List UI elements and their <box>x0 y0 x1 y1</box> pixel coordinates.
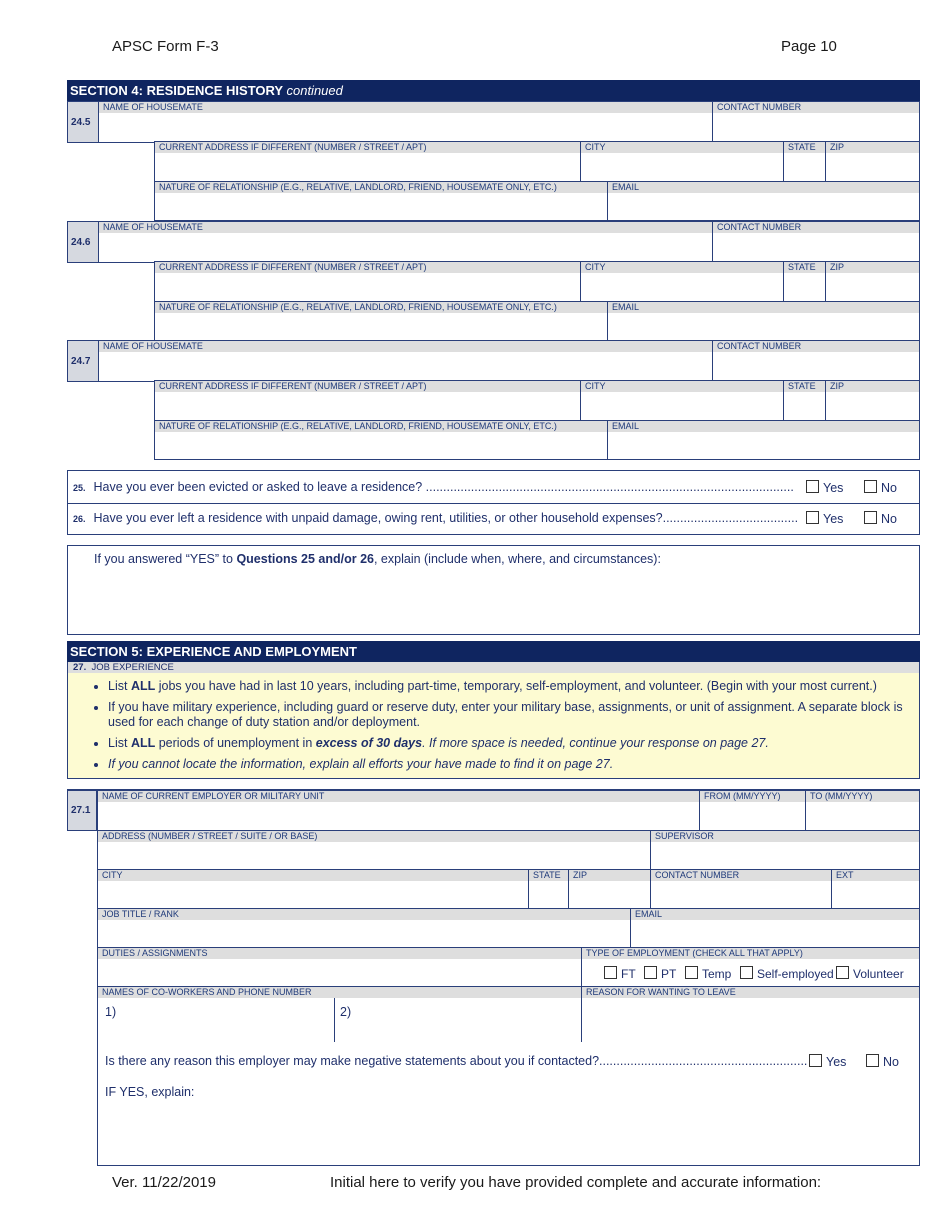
supervisor-label: SUPERVISOR <box>651 831 919 842</box>
job-title-field[interactable] <box>97 908 631 948</box>
housemate-address-field[interactable] <box>154 380 581 421</box>
q26-yes-checkbox[interactable] <box>806 511 819 524</box>
job-title-label: JOB TITLE / RANK <box>98 909 630 920</box>
housemate-name-field[interactable] <box>98 221 713 263</box>
instruction-1: • List ALL jobs you have had in last 10 years, including part-time, temporary, self-employment, and volunteer. (Begin with your most current.) <box>108 679 909 694</box>
housemate-contact-field-label: CONTACT NUMBER <box>713 102 919 113</box>
housemate-state-field[interactable] <box>783 261 826 302</box>
housemate-relationship-field[interactable] <box>154 420 608 460</box>
type-temp-checkbox[interactable] <box>685 966 698 979</box>
explain-suffix: , explain (include when, where, and circumstances): <box>373 552 661 566</box>
coworkers-label: NAMES OF CO-WORKERS AND PHONE NUMBER <box>98 987 581 998</box>
q25-no-label: No <box>881 481 897 495</box>
housemate-email-field-label: EMAIL <box>608 182 919 193</box>
page-number: Page 10 <box>781 38 837 55</box>
employer-city-field[interactable] <box>97 869 529 909</box>
employer-city-label: CITY <box>98 870 528 881</box>
q25-yes-label: Yes <box>823 481 844 495</box>
housemate-email-field[interactable] <box>607 301 920 341</box>
housemate-name-field-label: NAME OF HOUSEMATE <box>99 341 712 352</box>
housemate-city-field-label: CITY <box>581 381 783 392</box>
housemate-name-field[interactable] <box>98 101 713 143</box>
job-instructions <box>67 673 920 779</box>
employer-email-label: EMAIL <box>631 909 919 920</box>
type-volunteer[interactable]: Volunteer <box>836 966 904 981</box>
housemate-number: 24.7 <box>67 340 99 382</box>
housemate-address-field[interactable] <box>154 141 581 182</box>
if-yes-explain: IF YES, explain: <box>105 1085 195 1099</box>
employer-number: 27.1 <box>67 790 97 831</box>
instruction-2: • If you have military experience, including guard or reserve duty, enter your military base, assignments, or unit of assignment. A separate block is used for each change of duty station and/or deployment. <box>108 700 909 730</box>
employment-type-label: TYPE OF EMPLOYMENT (CHECK ALL THAT APPLY) <box>582 948 919 959</box>
section5-title: SECTION 5: EXPERIENCE AND EMPLOYMENT <box>70 644 357 659</box>
type-ft-checkbox[interactable] <box>604 966 617 979</box>
housemate-contact-field[interactable] <box>712 101 920 143</box>
q26-yes-label: Yes <box>823 512 844 526</box>
employer-name-field[interactable] <box>97 790 700 831</box>
q25-yes[interactable] <box>806 480 843 495</box>
duties-label: DUTIES / ASSIGNMENTS <box>98 948 581 959</box>
housemate-email-field[interactable] <box>607 420 920 460</box>
housemate-zip-field[interactable] <box>825 261 920 302</box>
housemate-number: 24.5 <box>67 101 99 143</box>
housemate-city-field[interactable] <box>580 380 784 421</box>
type-pt[interactable]: PT <box>644 966 676 981</box>
housemate-address-field-label: CURRENT ADDRESS IF DIFFERENT (NUMBER / STREET / APT) <box>155 381 580 392</box>
housemate-relationship-field[interactable] <box>154 181 608 221</box>
job-exp-number: 27. <box>73 662 87 673</box>
housemate-zip-field[interactable] <box>825 380 920 421</box>
employer-zip-label: ZIP <box>569 870 650 881</box>
coworkers-divider <box>334 998 335 1043</box>
employer-contact-field[interactable] <box>650 869 832 909</box>
q26-number: 26. <box>73 514 86 524</box>
employer-contact-label: CONTACT NUMBER <box>651 870 831 881</box>
type-pt-checkbox[interactable] <box>644 966 657 979</box>
supervisor-field[interactable] <box>650 830 920 870</box>
instruction-3: • List ALL periods of unemployment in excess of 30 days. If more space is needed, continue your response on page 27. <box>108 736 909 751</box>
from-date-field[interactable] <box>699 790 806 831</box>
housemate-state-field-label: STATE <box>784 381 825 392</box>
employer-ext-label: EXT <box>832 870 919 881</box>
housemate-state-field[interactable] <box>783 141 826 182</box>
type-self-employed[interactable]: Self-employed <box>740 966 834 981</box>
q25-no[interactable] <box>864 480 897 495</box>
negative-no[interactable]: No <box>866 1054 899 1069</box>
to-date-label: TO (MM/YYYY) <box>806 791 919 802</box>
question-25 <box>73 480 794 494</box>
version: Ver. 11/22/2019 <box>112 1174 216 1191</box>
housemate-name-field-label: NAME OF HOUSEMATE <box>99 222 712 233</box>
q25-no-checkbox[interactable] <box>864 480 877 493</box>
explain-prompt <box>94 552 661 566</box>
housemate-email-field-label: EMAIL <box>608 302 919 313</box>
housemate-city-field[interactable] <box>580 261 784 302</box>
housemate-email-field[interactable] <box>607 181 920 221</box>
coworker-2[interactable]: 2) <box>340 1005 352 1019</box>
housemate-state-field-label: STATE <box>784 142 825 153</box>
housemate-zip-field-label: ZIP <box>826 142 919 153</box>
job-experience-label-bar <box>67 662 920 673</box>
question-26 <box>73 511 798 525</box>
reason-leave-field[interactable] <box>581 986 920 1043</box>
q25-text: Have you ever been evicted or asked to leave a residence? .......................................................................................................... <box>93 480 794 494</box>
employer-state-field[interactable] <box>528 869 569 909</box>
housemate-relationship-field-label: NATURE OF RELATIONSHIP (E.G., RELATIVE, LANDLORD, FRIEND, HOUSEMATE ONLY, ETC.) <box>155 302 607 313</box>
employer-state-label: STATE <box>529 870 568 881</box>
q26-no-checkbox[interactable] <box>864 511 877 524</box>
housemate-number: 24.6 <box>67 221 99 263</box>
type-self-checkbox[interactable] <box>740 966 753 979</box>
housemate-contact-field-label: CONTACT NUMBER <box>713 341 919 352</box>
housemate-zip-field[interactable] <box>825 141 920 182</box>
housemate-zip-field-label: ZIP <box>826 262 919 273</box>
instruction-4: • If you cannot locate the information, explain all efforts your have made to find it on page 27. <box>108 757 909 772</box>
section4-title-suffix: continued <box>286 83 343 98</box>
q25-yes-checkbox[interactable] <box>806 480 819 493</box>
housemate-state-field-label: STATE <box>784 262 825 273</box>
negative-no-checkbox[interactable] <box>866 1054 879 1067</box>
q26-yes[interactable] <box>806 511 843 526</box>
explain-prefix: If you answered “YES” to <box>94 552 237 566</box>
housemate-zip-field-label: ZIP <box>826 381 919 392</box>
housemate-address-field-label: CURRENT ADDRESS IF DIFFERENT (NUMBER / STREET / APT) <box>155 262 580 273</box>
housemate-city-field[interactable] <box>580 141 784 182</box>
reason-leave-label: REASON FOR WANTING TO LEAVE <box>582 987 919 998</box>
q25-number: 25. <box>73 483 86 493</box>
initial-prompt: Initial here to verify you have provided complete and accurate information: <box>330 1174 822 1191</box>
employer-name-label: NAME OF CURRENT EMPLOYER OR MILITARY UNIT <box>98 791 699 802</box>
coworker-1[interactable]: 1) <box>105 1005 117 1019</box>
housemate-city-field-label: CITY <box>581 262 783 273</box>
housemate-name-field[interactable] <box>98 340 713 382</box>
q26-text: Have you ever left a residence with unpaid damage, owing rent, utilities, or other household expenses?....................................... <box>93 511 799 525</box>
negative-statements-question: Is there any reason this employer may make negative statements about you if contacted?............................................................ <box>105 1054 808 1068</box>
section5-header <box>67 641 920 662</box>
section4-title: SECTION 4: RESIDENCE HISTORY <box>70 83 283 98</box>
housemate-address-field-label: CURRENT ADDRESS IF DIFFERENT (NUMBER / STREET / APT) <box>155 142 580 153</box>
from-date-label: FROM (MM/YYYY) <box>700 791 805 802</box>
q-divider <box>67 503 920 504</box>
type-volunteer-checkbox[interactable] <box>836 966 849 979</box>
employer-email-field[interactable] <box>630 908 920 948</box>
type-ft[interactable]: FT <box>604 966 636 981</box>
job-exp-label: JOB EXPERIENCE <box>91 662 174 673</box>
housemate-relationship-field-label: NATURE OF RELATIONSHIP (E.G., RELATIVE, LANDLORD, FRIEND, HOUSEMATE ONLY, ETC.) <box>155 421 607 432</box>
type-temp[interactable]: Temp <box>685 966 731 981</box>
q26-no-label: No <box>881 512 897 526</box>
duties-field[interactable] <box>97 947 582 987</box>
housemate-relationship-field[interactable] <box>154 301 608 341</box>
housemate-city-field-label: CITY <box>581 142 783 153</box>
employer-zip-field[interactable] <box>568 869 651 909</box>
housemate-relationship-field-label: NATURE OF RELATIONSHIP (E.G., RELATIVE, LANDLORD, FRIEND, HOUSEMATE ONLY, ETC.) <box>155 182 607 193</box>
housemate-address-field[interactable] <box>154 261 581 302</box>
explain-bold: Questions 25 and/or 26 <box>236 552 374 566</box>
housemate-email-field-label: EMAIL <box>608 421 919 432</box>
negative-yes[interactable]: Yes <box>809 1054 846 1069</box>
employer-ext-field[interactable] <box>831 869 920 909</box>
negative-yes-checkbox[interactable] <box>809 1054 822 1067</box>
housemate-name-field-label: NAME OF HOUSEMATE <box>99 102 712 113</box>
employer-address-field[interactable] <box>97 830 651 870</box>
housemate-contact-field[interactable] <box>712 340 920 382</box>
housemate-contact-field-label: CONTACT NUMBER <box>713 222 919 233</box>
q26-no[interactable] <box>864 511 897 526</box>
to-date-field[interactable] <box>805 790 920 831</box>
section4-header <box>67 80 920 101</box>
housemate-state-field[interactable] <box>783 380 826 421</box>
form-name: APSC Form F-3 <box>112 38 219 55</box>
employer-address-label: ADDRESS (NUMBER / STREET / SUITE / OR BASE) <box>98 831 650 842</box>
housemate-contact-field[interactable] <box>712 221 920 263</box>
